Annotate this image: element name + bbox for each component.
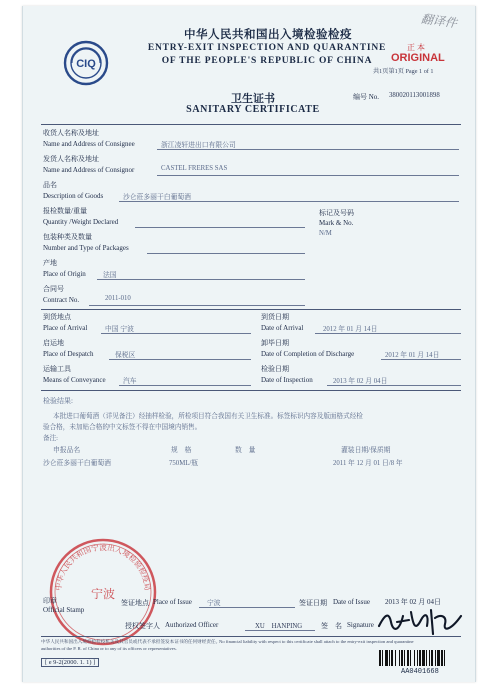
conveyance-value: 汽车 bbox=[123, 378, 137, 385]
handwritten-note: 翻译件 bbox=[420, 11, 458, 31]
results-heading: 检验结果: bbox=[43, 397, 73, 405]
despatch-label-en: Place of Despatch bbox=[43, 350, 94, 358]
despatch-value: 保税区 bbox=[115, 352, 136, 359]
form-code: [ e 9-2(2000. 1. 1) ] bbox=[41, 658, 99, 667]
row-name: 沙仑莊多丽干白葡萄酒 bbox=[43, 460, 111, 467]
arrival-date-label-zh: 到货日期 bbox=[261, 313, 289, 321]
officer-label-en: Authorized Officer bbox=[165, 621, 219, 629]
officer-underline bbox=[245, 630, 315, 631]
barcode-bar bbox=[407, 650, 409, 666]
original-zh: 正 本 bbox=[407, 43, 425, 52]
packages-label-zh: 包装种类及数量 bbox=[43, 233, 92, 241]
divider-footer bbox=[41, 636, 461, 637]
origin-value: 法国 bbox=[103, 272, 117, 279]
consignee-label-en: Name and Address of Consignee bbox=[43, 140, 135, 148]
official-stamp-icon bbox=[47, 536, 159, 648]
disclaimer-en-2: authorities of the P. R. of China or to any of its officers or representatives. bbox=[41, 646, 177, 651]
serial-number: AA0401668 bbox=[401, 668, 439, 676]
issue-date-label-en: Date of Issue bbox=[333, 598, 370, 606]
contract-label-zh: 合同号 bbox=[43, 285, 64, 293]
col-date-header: 灌装日期/保质期 bbox=[341, 447, 391, 454]
issue-place-label-zh: 签证地点 bbox=[121, 599, 149, 607]
consignor-label-zh: 发货人名称及地址 bbox=[43, 155, 99, 163]
col-qty-header: 数 量 bbox=[235, 447, 256, 454]
cert-no-value: 380020113001898 bbox=[389, 92, 440, 99]
despatch-underline bbox=[109, 359, 251, 360]
cert-title-zh: 卫生证书 bbox=[231, 93, 275, 105]
barcode-bar bbox=[385, 650, 388, 666]
divider-mid bbox=[41, 309, 461, 310]
barcode-bar bbox=[401, 650, 403, 666]
consignor-label-en: Name and Address of Consignor bbox=[43, 166, 135, 174]
contract-underline bbox=[89, 305, 305, 306]
issue-place-label-en: Place of Issue bbox=[153, 598, 192, 606]
arrival-date-value: 2012 年 01 月 14日 bbox=[323, 326, 378, 333]
officer-label-zh: 授权签字人 bbox=[125, 622, 160, 630]
arrival-date-label-en: Date of Arrival bbox=[261, 324, 304, 332]
header-title-en-2: OF THE PEOPLE'S REPUBLIC OF CHINA bbox=[161, 56, 373, 66]
stamp-code: 宁波 bbox=[90, 587, 116, 601]
barcode-bar bbox=[404, 650, 405, 666]
col-spec-header: 规 格 bbox=[171, 447, 192, 454]
goods-label-en: Description of Goods bbox=[43, 192, 104, 200]
discharge-label-en: Date of Completion of Discharge bbox=[261, 350, 355, 358]
barcode-bar bbox=[391, 650, 393, 666]
barcode-bar bbox=[417, 650, 418, 666]
arrival-place-underline bbox=[101, 333, 251, 334]
divider-top bbox=[41, 124, 461, 125]
officer-value: XU HANPING bbox=[255, 623, 303, 630]
arrival-place-label-en: Place of Arrival bbox=[43, 324, 88, 332]
inspection-value: 2013 年 02 月 04日 bbox=[333, 378, 388, 385]
stamp-label-en: Official Stamp bbox=[43, 606, 85, 614]
goods-underline bbox=[119, 201, 459, 202]
divider-results bbox=[41, 390, 461, 391]
conveyance-underline bbox=[119, 385, 251, 386]
col-name-header: 申报品名 bbox=[53, 447, 81, 454]
origin-underline bbox=[97, 279, 305, 280]
qty-underline bbox=[135, 227, 305, 228]
disclaimer-zh: 中华人民共和国出入境检验检疫机关及其官员或代表不承担签发本证书的任何财经责任。 bbox=[41, 639, 221, 644]
marks-value: N/M bbox=[319, 230, 332, 237]
barcode-bar bbox=[419, 650, 421, 666]
barcode-bar bbox=[422, 650, 425, 666]
barcode-bar bbox=[437, 650, 440, 666]
certificate-page bbox=[22, 6, 476, 682]
barcode-bar bbox=[429, 650, 430, 666]
origin-label-en: Place of Origin bbox=[43, 270, 86, 278]
marks-label-zh: 标记及号码 bbox=[319, 209, 354, 217]
contract-label-en: Contract No. bbox=[43, 296, 80, 304]
barcode-bar bbox=[399, 650, 400, 666]
ciq-logo-icon bbox=[63, 40, 109, 86]
results-line-1: 本批进口葡萄酒（详见备注）经抽样检验，所检项目符合我国有关卫生标准。标签标识内容及版面格式经检 bbox=[53, 413, 363, 420]
consignee-label-zh: 收货人名称及地址 bbox=[43, 129, 99, 137]
barcode-bar bbox=[382, 650, 383, 666]
goods-value: 沙仑莊多丽干白葡萄酒 bbox=[123, 194, 191, 201]
results-line-2: 验合格，未加贴合格的中文标签不得在中国境内销售。 bbox=[43, 424, 202, 431]
issue-place-value: 宁波 bbox=[207, 600, 221, 607]
inspection-label-en: Date of Inspection bbox=[261, 376, 313, 384]
stamp-label-zh: 印章 bbox=[43, 597, 57, 605]
ciq-logo-text: CIQ bbox=[76, 58, 96, 70]
discharge-underline bbox=[381, 359, 461, 360]
despatch-label-zh: 启运地 bbox=[43, 339, 64, 347]
disclaimer-en: No financial liability with respect to this certificate shall attach to the entry-exit inspection and quarantine bbox=[219, 639, 414, 644]
row-date: 2011 年 12 月 01 日/8 年 bbox=[333, 460, 403, 467]
conveyance-label-zh: 运输工具 bbox=[43, 365, 71, 373]
marks-label-en: Mark & No. bbox=[319, 219, 354, 227]
qty-label-zh: 报检数量/重量 bbox=[43, 207, 87, 215]
consignor-value: CASTEL FRERES SAS bbox=[161, 165, 228, 172]
issue-date-value: 2013 年 02 月 04日 bbox=[385, 598, 441, 606]
discharge-value: 2012 年 01 月 14日 bbox=[385, 352, 440, 359]
handwritten-signature-icon bbox=[375, 604, 467, 640]
arrival-place-label-zh: 到货地点 bbox=[43, 313, 71, 321]
contract-value: 2011-010 bbox=[105, 295, 131, 302]
issue-date-label-zh: 签证日期 bbox=[299, 599, 327, 607]
barcode-icon bbox=[379, 650, 461, 666]
signature-label-en: Signature bbox=[347, 621, 374, 629]
packages-label-en: Number and Type of Packages bbox=[43, 244, 129, 252]
row-spec: 750ML/瓶 bbox=[169, 460, 199, 467]
original-en: ORIGINAL bbox=[391, 52, 445, 64]
barcode-bar bbox=[414, 650, 415, 666]
discharge-label-zh: 卸毕日期 bbox=[261, 339, 289, 347]
arrival-date-underline bbox=[315, 333, 461, 334]
barcode-bar bbox=[435, 650, 436, 666]
inspection-underline bbox=[327, 385, 461, 386]
barcode-bar bbox=[441, 650, 443, 666]
cert-title-en: SANITARY CERTIFICATE bbox=[186, 104, 320, 115]
issue-place-underline bbox=[199, 607, 295, 608]
barcode-bar bbox=[410, 650, 411, 666]
header-title-zh: 中华人民共和国出入境检验检疫 bbox=[184, 29, 352, 41]
barcode-bar bbox=[431, 650, 433, 666]
cert-no-label: 编号 No. bbox=[353, 93, 380, 101]
stamp-ring-text: 中华人民共和国宁波出入境检验检疫局 bbox=[53, 543, 153, 591]
inspection-label-zh: 检验日期 bbox=[261, 365, 289, 373]
goods-label-zh: 品名 bbox=[43, 181, 57, 189]
packages-underline bbox=[147, 253, 305, 254]
header-title-en-1: ENTRY-EXIT INSPECTION AND QUARANTINE bbox=[147, 43, 387, 53]
page-count: 共1页第1页 Page 1 of 1 bbox=[373, 68, 434, 75]
conveyance-label-en: Means of Conveyance bbox=[43, 376, 106, 384]
consignor-underline bbox=[157, 175, 459, 176]
barcode-bar bbox=[444, 650, 445, 666]
origin-label-zh: 产地 bbox=[43, 259, 57, 267]
barcode-bar bbox=[389, 650, 390, 666]
consignee-value: 浙江凌轩进出口有限公司 bbox=[161, 142, 236, 149]
barcode-bar bbox=[395, 650, 396, 666]
signature-label-zh: 签 名 bbox=[321, 622, 342, 630]
consignee-underline bbox=[157, 149, 459, 150]
qty-label-en: Quantity /Weight Declared bbox=[43, 218, 119, 226]
remarks-label: 备注: bbox=[43, 435, 59, 442]
barcode-bar bbox=[379, 650, 381, 666]
barcode-bar bbox=[426, 650, 427, 666]
arrival-place-value: 中国 宁波 bbox=[105, 326, 134, 333]
